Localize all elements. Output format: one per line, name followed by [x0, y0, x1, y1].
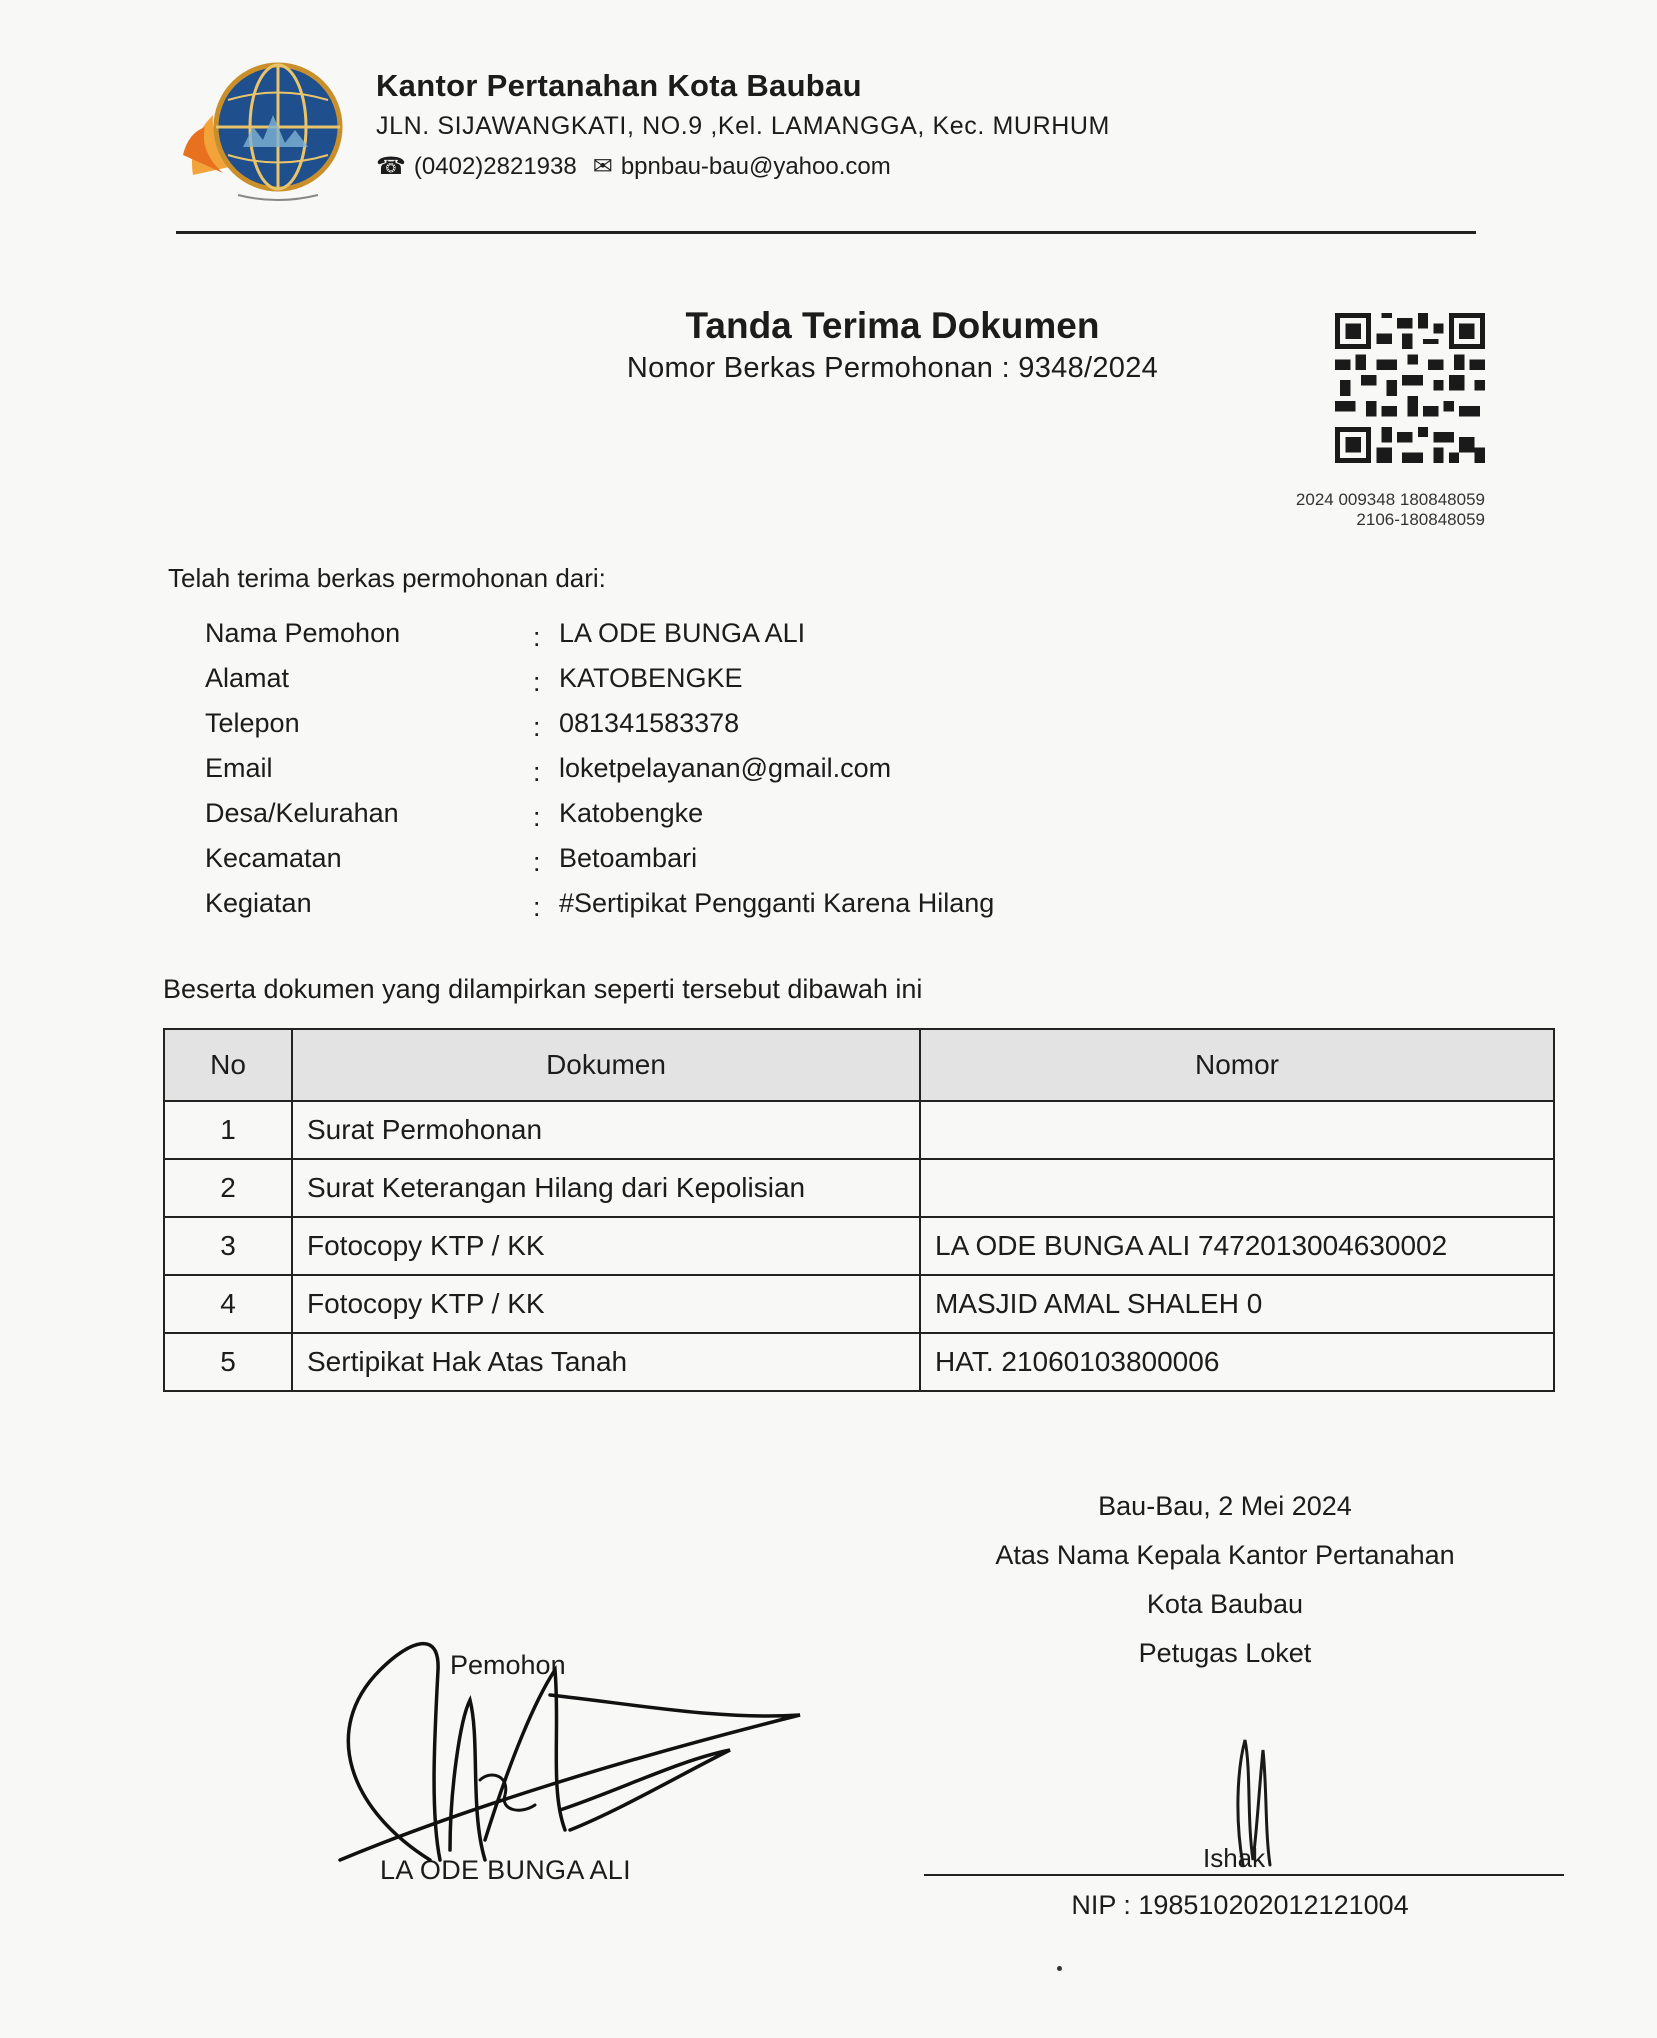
field-label: Nama Pemohon [205, 618, 401, 648]
table-header-row [164, 1029, 1554, 1101]
officer-name: Ishak [1203, 1843, 1266, 1873]
field-label: Alamat [205, 663, 290, 693]
field-row-nama-pemohon [205, 618, 1205, 663]
office-email: bpnbau-bau@yahoo.com [620, 152, 891, 180]
field-colon: : [533, 847, 541, 877]
officer-nip: NIP : 198510202012121004 [1071, 1890, 1409, 1920]
cell-nomor [920, 1101, 1554, 1159]
field-value: Katobengke [559, 798, 704, 828]
qr-reference-line-1: 2024 009348 180848059 [1295, 490, 1485, 509]
office-name: Kantor Pertanahan Kota Baubau [376, 68, 862, 103]
field-row-kegiatan [205, 888, 1205, 933]
cell-dokumen: Surat Permohonan [292, 1101, 920, 1159]
table-row [164, 1275, 1554, 1333]
field-value: loketpelayanan@gmail.com [559, 753, 892, 783]
applicant-name: LA ODE BUNGA ALI [380, 1855, 631, 1885]
application-number: Nomor Berkas Permohonan : 9348/2024 [626, 352, 1159, 384]
field-row-email [205, 753, 1205, 798]
documents-table [163, 1028, 1555, 1392]
cell-dokumen: Fotocopy KTP / KK [292, 1275, 920, 1333]
table-row [164, 1333, 1554, 1391]
envelope-icon: ✉ [592, 153, 613, 180]
cell-no: 2 [164, 1159, 292, 1217]
office-contact [376, 152, 891, 181]
field-colon: : [533, 622, 541, 652]
on-behalf-line: Atas Nama Kepala Kantor Pertanahan [995, 1540, 1455, 1570]
field-label: Desa/Kelurahan [205, 798, 399, 828]
agency-globe-logo [183, 55, 348, 205]
field-label: Email [205, 753, 273, 783]
office-phone: (0402)2821938 [413, 152, 577, 180]
cell-no: 1 [164, 1101, 292, 1159]
cell-no: 5 [164, 1333, 292, 1391]
applicant-signature [320, 1610, 820, 1890]
field-value: LA ODE BUNGA ALI [559, 618, 806, 648]
telephone-icon: ☎ [376, 153, 406, 180]
column-header-no: No [164, 1029, 292, 1101]
documents-intro: Beserta dokumen yang dilampirkan seperti tersebut dibawah ini [163, 974, 923, 1004]
field-colon: : [533, 667, 541, 697]
field-label: Kecamatan [205, 843, 342, 873]
field-colon: : [533, 802, 541, 832]
field-value: Betoambari [559, 843, 698, 873]
document-title: Tanda Terima Dokumen [685, 305, 1100, 346]
office-city: Kota Baubau [1146, 1589, 1304, 1619]
field-row-alamat [205, 663, 1205, 708]
field-value: #Sertipikat Pengganti Karena Hilang [559, 888, 995, 918]
field-row-kecamatan [205, 843, 1205, 888]
field-label: Kegiatan [205, 888, 312, 918]
cell-nomor: HAT. 21060103800006 [920, 1333, 1554, 1391]
office-address: JLN. SIJAWANGKATI, NO.9 ,Kel. LAMANGGA, Kec. MURHUM [376, 112, 1110, 140]
field-value: 081341583378 [559, 708, 740, 738]
cell-nomor: MASJID AMAL SHALEH 0 [920, 1275, 1554, 1333]
field-colon: : [533, 712, 541, 742]
field-colon: : [533, 892, 541, 922]
stray-dot [1057, 1966, 1062, 1971]
applicant-details [205, 618, 1205, 933]
field-label: Telepon [205, 708, 300, 738]
table-row [164, 1217, 1554, 1275]
intro-text: Telah terima berkas permohonan dari: [168, 563, 606, 593]
field-row-desa-kelurahan [205, 798, 1205, 843]
cell-dokumen: Fotocopy KTP / KK [292, 1217, 920, 1275]
signature-line [924, 1874, 1564, 1876]
field-colon: : [533, 757, 541, 787]
cell-nomor: LA ODE BUNGA ALI 7472013004630002 [920, 1217, 1554, 1275]
cell-dokumen: Surat Keterangan Hilang dari Kepolisian [292, 1159, 920, 1217]
table-row [164, 1101, 1554, 1159]
field-row-telepon [205, 708, 1205, 753]
cell-no: 3 [164, 1217, 292, 1275]
qr-code [1330, 313, 1490, 463]
table-row [164, 1159, 1554, 1217]
cell-dokumen: Sertipikat Hak Atas Tanah [292, 1333, 920, 1391]
officer-role: Petugas Loket [1138, 1638, 1312, 1668]
cell-nomor [920, 1159, 1554, 1217]
field-value: KATOBENGKE [559, 663, 743, 693]
place-date: Bau-Bau, 2 Mei 2024 [1098, 1491, 1352, 1521]
cell-no: 4 [164, 1275, 292, 1333]
header-divider [176, 231, 1476, 234]
column-header-dokumen: Dokumen [292, 1029, 920, 1101]
qr-reference-line-2: 2106-180848059 [1356, 510, 1485, 529]
applicant-label: Pemohon [450, 1650, 566, 1680]
column-header-nomor: Nomor [920, 1029, 1554, 1101]
